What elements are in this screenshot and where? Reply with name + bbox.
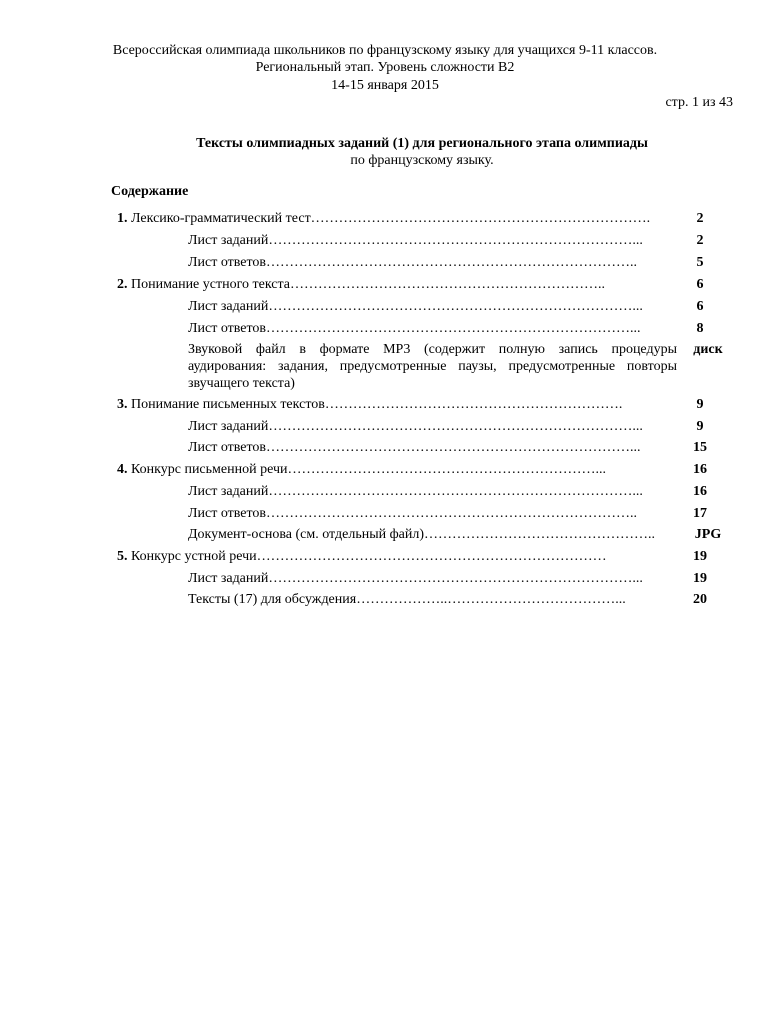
toc-item-2 — [117, 276, 605, 293]
toc-item-text: Лист заданий……………………………………………………………………... — [188, 299, 643, 314]
toc-item-4-2 — [188, 505, 637, 522]
toc-item-3 — [117, 396, 622, 413]
toc-item-3-2 — [188, 439, 641, 456]
toc-item-text: Конкурс устной речи………………………………………………………………… — [127, 549, 607, 564]
toc-item-text: Лист ответов……………………………………………………………………... — [188, 440, 641, 455]
header-line-2: Региональный этап. Уровень сложности B2 — [255, 60, 515, 75]
toc-item-page: 16 — [693, 462, 707, 477]
toc-item-number: 2. — [117, 277, 128, 292]
toc-item-page: 20 — [693, 592, 707, 607]
toc-item-2-2 — [188, 320, 641, 337]
toc-item-page: 2 — [696, 211, 704, 226]
toc-item-1 — [117, 210, 650, 227]
toc-item-text: Лист заданий……………………………………………………………………... — [188, 484, 643, 499]
toc-item-4-1 — [188, 483, 643, 500]
toc-item-page: 6 — [696, 299, 704, 314]
toc-item-page: 19 — [693, 571, 707, 586]
toc-item-page: 16 — [693, 484, 707, 499]
toc-item-text: Понимание устного текста………………………………………………………….. — [127, 277, 605, 292]
toc-item-text: Лист ответов……………………………………………………………………... — [188, 321, 641, 336]
toc-item-text: Лист заданий……………………………………………………………………... — [188, 233, 643, 248]
toc-item-5-2 — [188, 591, 626, 608]
toc-heading: Содержание — [111, 184, 189, 199]
toc-item-text: Лист ответов…………………………………………………………………….. — [188, 506, 638, 521]
header-date: 14-15 января 2015 — [331, 78, 439, 93]
document-title: Тексты олимпиадных заданий (1) для регионального этапа олимпиады — [196, 136, 648, 151]
toc-item-4 — [117, 461, 606, 478]
toc-item-page: JPG — [694, 527, 722, 542]
toc-item-text: Лист ответов…………………………………………………………………….. — [188, 255, 638, 270]
toc-item-text: Тексты (17) для обсуждения………………..………………………………... — [188, 592, 626, 607]
toc-item-number: 4. — [117, 462, 128, 477]
header-line-1: Всероссийская олимпиада школьников по французскому языку для учащихся 9-11 классов. — [112, 43, 658, 58]
toc-item-4-3 — [188, 526, 655, 543]
toc-item-page: 15 — [693, 440, 707, 455]
toc-item-page: 9 — [696, 419, 704, 434]
toc-item-page: 17 — [693, 506, 707, 521]
toc-item-5 — [117, 548, 607, 565]
toc-item-text: Лексико-грамматический тест………………………………………………………………. — [127, 211, 651, 226]
toc-item-1-2 — [188, 254, 637, 271]
toc-item-text: Лист заданий……………………………………………………………………... — [188, 419, 643, 434]
toc-item-2-1 — [188, 298, 643, 315]
toc-item-number: 3. — [117, 397, 128, 412]
toc-item-5-1 — [188, 570, 643, 587]
toc-item-text: Лист заданий……………………………………………………………………... — [188, 571, 643, 586]
toc-item-3-1 — [188, 418, 643, 435]
toc-item-number: 5. — [117, 549, 128, 564]
toc-item-2-3: Звуковой файл в формате MP3 (содержит полную запись процедуры аудирования: задания, предусмотренные паузы, предусмотренные повторы звучащего текста) — [188, 342, 677, 391]
toc-item-number: 1. — [117, 211, 128, 226]
document-subtitle: по французскому языку. — [350, 153, 494, 168]
toc-item-page: 6 — [696, 277, 704, 292]
toc-item-1-1 — [188, 232, 643, 249]
toc-item-page: 19 — [693, 549, 707, 564]
toc-item-page: 5 — [696, 255, 704, 270]
toc-item-text: Конкурс письменной речи…………………………………………………………... — [127, 462, 606, 477]
page-number: стр. 1 из 43 — [665, 95, 733, 110]
toc-item-text: Документ-основа (см. отдельный файл)………………………………………….. — [188, 527, 656, 542]
toc-item-page: 2 — [696, 233, 704, 248]
toc-item-text: Понимание письменных текстов………………………………………………………. — [127, 397, 623, 412]
toc-item-page: 9 — [696, 397, 704, 412]
toc-item-page: 8 — [696, 321, 704, 336]
toc-item-page: диск — [693, 342, 723, 357]
